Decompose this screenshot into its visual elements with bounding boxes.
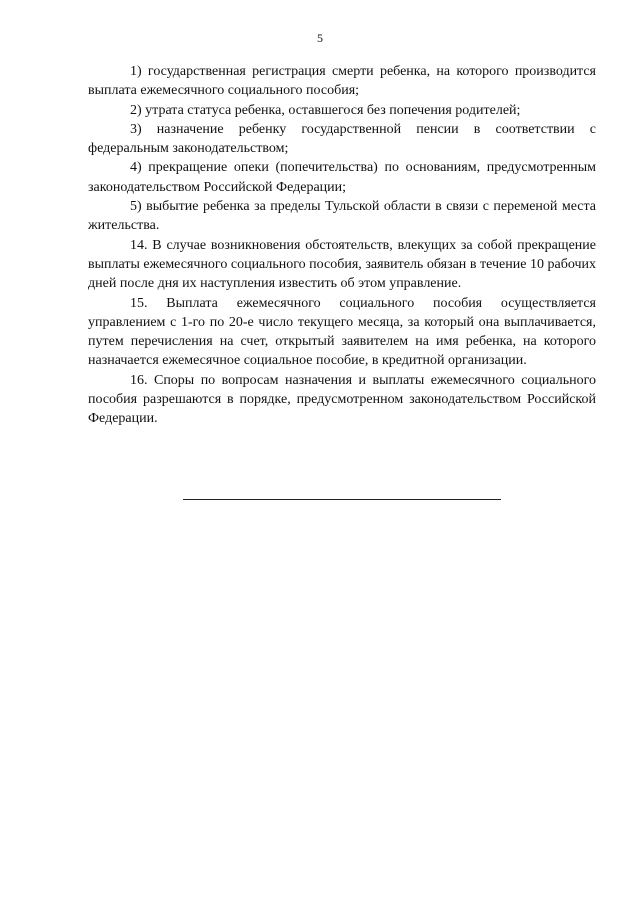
end-divider-line <box>183 499 501 500</box>
list-item-5: 5) выбытие ребенка за пределы Тульской области в связи с переменой места жительства. <box>88 199 596 234</box>
clause-15: 15. Выплата ежемесячного социального пособия осуществляется управлением с 1-го по 20-е число текущего месяца, за который она выплачивается, путем перечисления на счет, открытый заявителем на имя ребенка, на которого назначается ежемесячное социальное пособие, в кредитной организации. <box>88 295 596 369</box>
list-item-4: 4) прекращение опеки (попечительства) по основаниям, предусмотренным законодательством Российской Федерации; <box>88 160 596 195</box>
list-item-1: 1) государственная регистрация смерти ребенка, на которого производится выплата ежемесячного социального пособия; <box>88 64 596 99</box>
document-body <box>88 62 596 429</box>
clause-16: 16. Споры по вопросам назначения и выплаты ежемесячного социального пособия разрешаются в порядке, предусмотренном законодательством Российской Федерации. <box>88 372 596 427</box>
page-number: 5 <box>317 31 323 45</box>
clause-14: 14. В случае возникновения обстоятельств, влекущих за собой прекращение выплаты ежемесячного социального пособия, заявитель обязан в течение 10 рабочих дней после дня их наступления известить об этом управление. <box>88 237 596 292</box>
list-item-2: 2) утрата статуса ребенка, оставшегося без попечения родителей; <box>130 102 521 118</box>
list-item-3: 3) назначение ребенку государственной пенсии в соответствии с федеральным законодательством; <box>88 121 596 157</box>
